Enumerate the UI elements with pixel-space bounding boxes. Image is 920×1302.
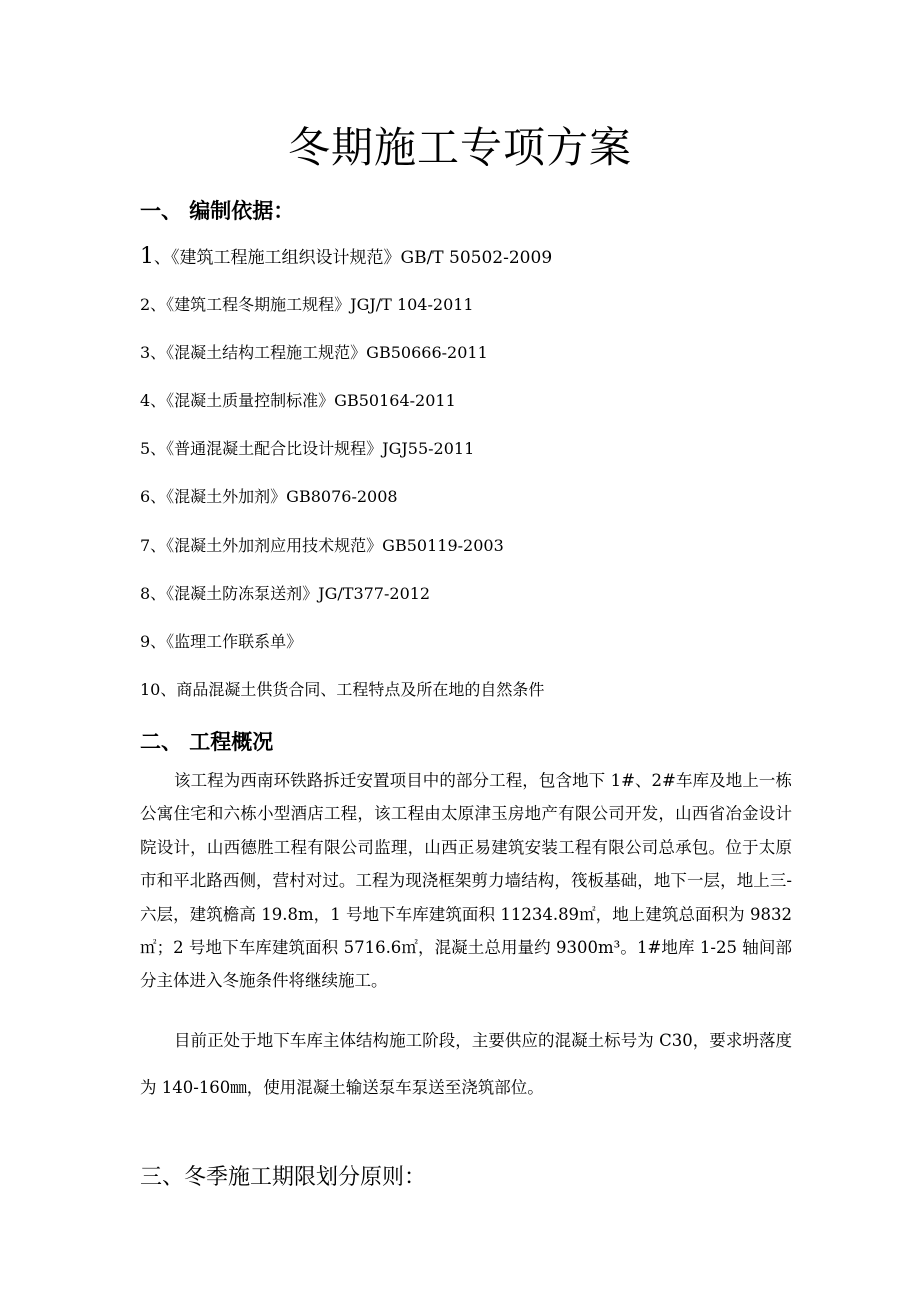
document-title: 冬期施工专项方案 xyxy=(287,123,632,172)
reference-item-6: 6、《混凝土外加剂》GB8076-2008 xyxy=(140,487,398,506)
section-heading-basis: 一、 编制依据： xyxy=(140,199,295,223)
reference-item-7: 7、《混凝土外加剂应用技术规范》GB50119-2003 xyxy=(140,536,504,555)
reference-item-9: 9、《监理工作联系单》 xyxy=(140,632,303,651)
reference-item-2: 2、《建筑工程冬期施工规程》JGJ/T 104-2011 xyxy=(140,295,474,314)
reference-item-5: 5、《普通混凝土配合比设计规程》JGJ55-2011 xyxy=(140,439,475,458)
section-heading-winter-period: 三、冬季施工期限划分原则： xyxy=(140,1165,427,1190)
reference-item-4: 4、《混凝土质量控制标准》GB50164-2011 xyxy=(140,391,456,410)
reference-item-8: 8、《混凝土防冻泵送剂》JG/T377-2012 xyxy=(140,584,431,603)
reference-item-1 xyxy=(140,246,552,269)
section-heading-overview: 二、 工程概况 xyxy=(140,730,274,754)
status-paragraph: 目前正处于地下车库主体结构施工阶段，主要供应的混凝土标号为 C30，要求坍落度为 140-160㎜，使用混凝土输送泵车泵送至浇筑部位。 xyxy=(140,1031,792,1097)
reference-item-3: 3、《混凝土结构工程施工规范》GB50666-2011 xyxy=(140,343,488,362)
reference-item-10: 10、商品混凝土供货合同、工程特点及所在地的自然条件 xyxy=(140,680,545,699)
overview-paragraph: 该工程为西南环铁路拆迁安置项目中的部分工程，包含地下 1#、2#车库及地上一栋公寓住宅和六栋小型酒店工程，该工程由太原津玉房地产有限公司开发，山西省冶金设计院设计，山西德胜工程有限公司监理，山西正易建筑安装工程有限公司总承包。位于太原市和平北路西侧，营村对过。工程为现浇框架剪力墙结构，筏板基础，地下一层，地上三-六层，建筑檐高 19.8m，1 号地下车库建筑面积 11234.89㎡，地上建筑总面积为 9832㎡；2 号地下车库建筑面积 5716.6㎡，混凝土总用量约 9300m³。1#地库 1-25 轴间部分主体进入冬施条件将继续施工。 xyxy=(140,771,792,991)
reference-text: 、《建筑工程施工组织设计规范》GB/T 50502-2009 xyxy=(154,248,553,268)
reference-number: 1 xyxy=(140,244,154,269)
